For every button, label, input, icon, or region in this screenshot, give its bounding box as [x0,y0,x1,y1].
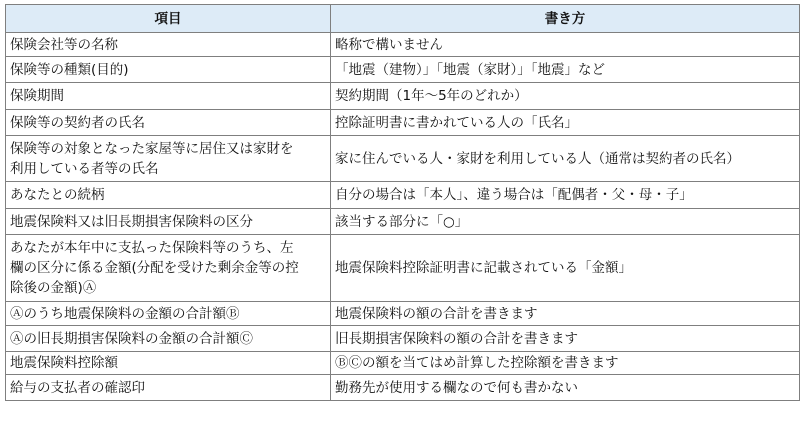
item-cell [6,136,331,182]
table-row [6,110,800,136]
table-row [6,302,800,326]
item-cell: 保険等の契約者の氏名 [6,110,331,136]
item-line: 保険等の対象となった家屋等に居住又は家財を [10,140,294,157]
how-cell: 家に住んでいる人・家財を利用している人（通常は契約者の氏名） [331,136,800,182]
item-line: 欄の区分に係る金額(分配を受けた剰余金等の控 [10,260,299,276]
how-cell: 地震保険料の額の合計を書きます [331,302,800,326]
deduction-table-container [5,4,799,401]
deduction-table [5,4,800,401]
item-cell: 保険会社等の名称 [6,33,331,57]
item-cell: あなたとの続柄 [6,182,331,209]
item-line: あなたが本年中に支払った保険料等のうち、左 [10,240,294,256]
table-row [6,235,800,302]
item-cell: 給与の支払者の確認印 [6,375,331,401]
how-cell: 契約期間（1年〜5年のどれか） [331,83,800,110]
item-cell: 保険等の種類(目的) [6,57,331,83]
how-cell: ⒷⒸの額を当てはめ計算した控除額を書きます [331,352,800,375]
item-cell [6,235,331,302]
header-how-to-write: 書き方 [331,5,800,33]
item-cell: 地震保険料控除額 [6,352,331,375]
how-cell: 「地震（建物）」「地震（家財）」「地震」など [331,57,800,83]
table-row [6,83,800,110]
how-cell: 地震保険料控除証明書に記載されている「金額」 [331,235,800,302]
table-row [6,352,800,375]
how-cell: 勤務先が使用する欄なので何も書かない [331,375,800,401]
how-cell: 控除証明書に書かれている人の「氏名」 [331,110,800,136]
item-line: 除後の金額)Ⓐ [10,280,97,296]
how-cell: 該当する部分に「○」 [331,209,800,235]
item-line: 利用している者等の氏名 [10,160,159,177]
how-cell: 旧長期損害保険料の額の合計を書きます [331,326,800,352]
table-row [6,136,800,182]
table-row [6,375,800,401]
table-row [6,33,800,57]
table-header-row [6,5,800,33]
table-row [6,209,800,235]
item-cell: 保険期間 [6,83,331,110]
item-cell: 地震保険料又は旧長期損害保険料の区分 [6,209,331,235]
table-row [6,57,800,83]
item-cell: Ⓐの旧長期損害保険料の金額の合計額Ⓒ [6,326,331,352]
table-row [6,182,800,209]
header-item: 項目 [6,5,331,33]
table-row [6,326,800,352]
item-cell: Ⓐのうち地震保険料の金額の合計額Ⓑ [6,302,331,326]
how-cell: 略称で構いません [331,33,800,57]
how-cell: 自分の場合は「本人」、違う場合は「配偶者・父・母・子」 [331,182,800,209]
